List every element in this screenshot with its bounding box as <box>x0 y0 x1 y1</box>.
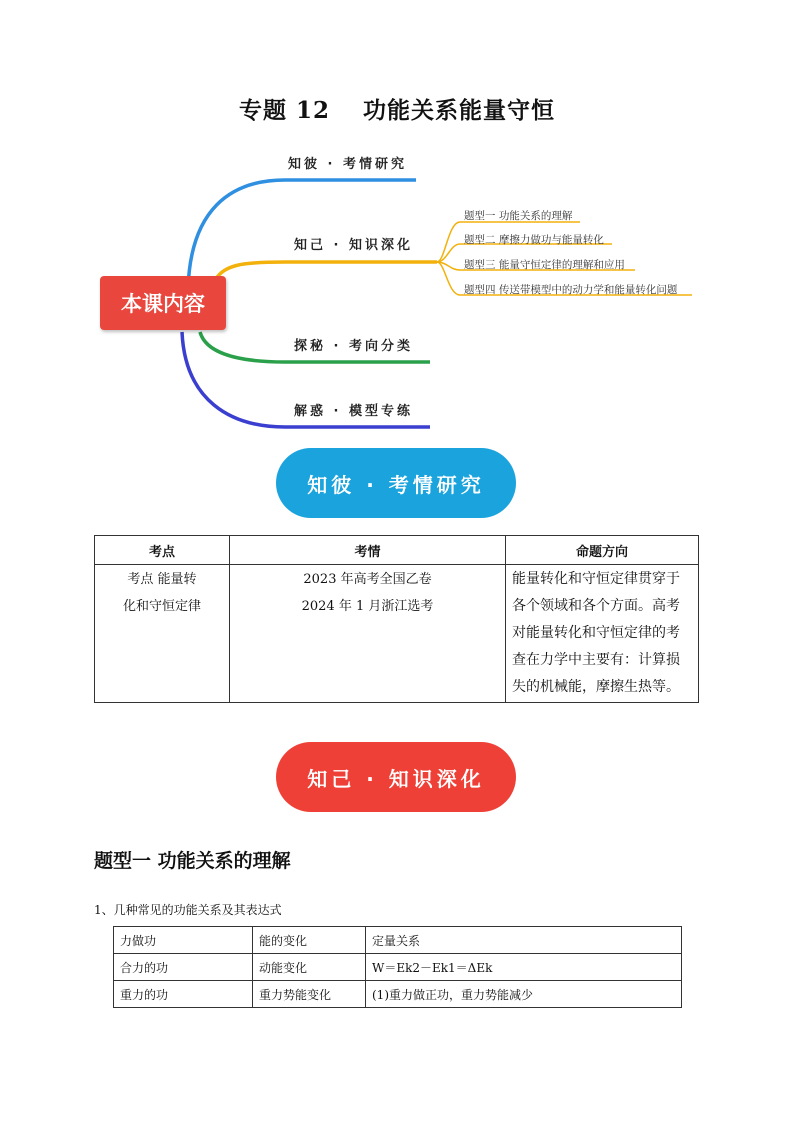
intro-paragraph: 1、几种常见的功能关系及其表达式 <box>94 903 282 917</box>
rel-formula-1: W＝Ek2－Ek1＝ΔEk <box>366 954 682 981</box>
rel-header-formula: 定量关系 <box>366 927 682 954</box>
section-pill-exam-research: 知彼 · 考情研究 <box>276 448 516 518</box>
table-row <box>114 954 682 981</box>
rel-formula-2: (1)重力做正功，重力势能减少 <box>366 981 682 1008</box>
rel-header-energy: 能的变化 <box>253 927 366 954</box>
exam-header-point: 考点 <box>95 536 230 565</box>
rel-force-1: 合力的功 <box>114 954 253 981</box>
table-row <box>114 981 682 1008</box>
section-pill-knowledge: 知己 · 知识深化 <box>276 742 516 812</box>
rel-force-2: 重力的功 <box>114 981 253 1008</box>
sub-item-3: 题型三 能量守恒定律的理解和应用 <box>464 259 625 271</box>
rel-header-force: 力做功 <box>114 927 253 954</box>
rel-energy-2: 重力势能变化 <box>253 981 366 1008</box>
exam-cell-point <box>95 565 230 703</box>
exam-header-direction: 命题方向 <box>506 536 699 565</box>
section-heading: 题型一 功能关系的理解 <box>94 850 291 872</box>
exam-point-line-1: 考点 能量转 <box>127 572 197 587</box>
rel-energy-1: 动能变化 <box>253 954 366 981</box>
sub-item-2: 题型二 摩擦力做功与能量转化 <box>464 234 604 246</box>
branch-line-2 <box>215 262 437 280</box>
exam-info-line-2: 2024 年 1 月浙江选考 <box>301 599 434 614</box>
exam-info-line-1: 2023 年高考全国乙卷 <box>303 572 432 587</box>
exam-cell-direction: 能量转化和守恒定律贯穿于各个领域和各个方面。高考对能量转化和守恒定律的考查在力学中主要有：计算损失的机械能，摩擦生热等。 <box>506 565 699 703</box>
sub-item-4: 题型四 传送带模型中的动力学和能量转化问题 <box>464 284 678 296</box>
relation-table <box>113 926 682 1008</box>
branch-label-4: 解惑 · 模型专练 <box>294 404 413 419</box>
branch-label-1: 知彼 · 考情研究 <box>288 157 407 172</box>
exam-point-line-2: 化和守恒定律 <box>122 599 201 614</box>
exam-header-info: 考情 <box>230 536 506 565</box>
branch-label-2: 知己 · 知识深化 <box>294 238 413 253</box>
page-title: 专题 12 功能关系能量守恒 <box>238 97 556 124</box>
sub-item-1: 题型一 功能关系的理解 <box>464 210 573 222</box>
branch-label-3: 探秘 · 考向分类 <box>294 339 413 354</box>
exam-info-table <box>94 535 699 703</box>
mindmap-root: 本课内容 <box>100 276 226 330</box>
exam-cell-info <box>230 565 506 703</box>
